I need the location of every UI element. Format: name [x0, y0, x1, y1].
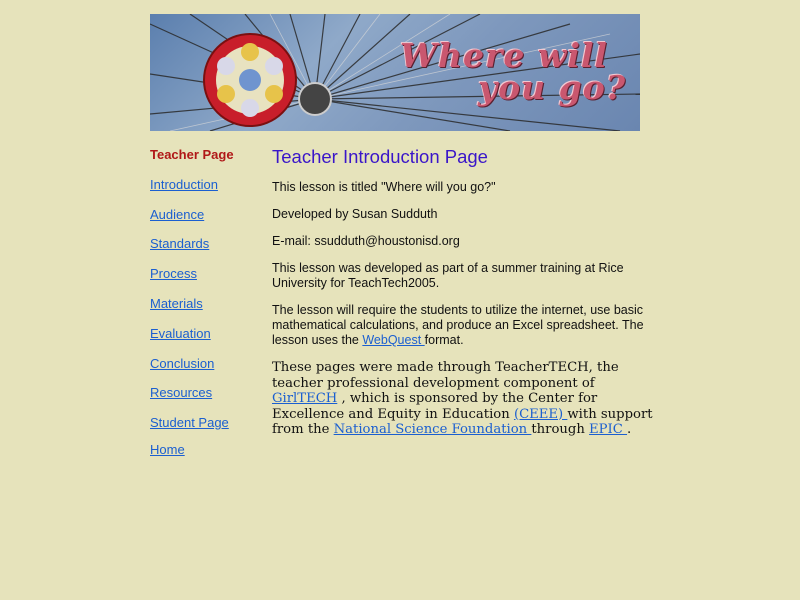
credit-text-3: with support from the [272, 406, 653, 437]
credit-text-2: , which is sponsored by the Center for Excellence and Equity in Education [272, 391, 598, 422]
requirements-paragraph [272, 303, 657, 348]
banner-title-line-2: you go? [478, 68, 627, 107]
credits-paragraph [272, 360, 657, 438]
nav-item-home[interactable]: Home [150, 441, 185, 457]
nav-item-standards[interactable]: Standards [150, 236, 210, 252]
nav-item-process[interactable]: Process [150, 266, 197, 282]
girltech-link[interactable]: GirlTECH [272, 391, 338, 406]
page-title: Teacher Introduction Page [272, 146, 488, 167]
nsf-link[interactable]: National Science Foundation [333, 422, 532, 437]
nav-item-evaluation[interactable]: Evaluation [150, 325, 211, 341]
banner-title-line-1: Where will [400, 36, 608, 75]
nav-item-introduction[interactable]: Introduction [150, 176, 218, 192]
lesson-title-text: This lesson is titled "Where will you go?" [272, 180, 496, 194]
webquest-link[interactable]: WebQuest [362, 333, 425, 347]
nav-item-resources[interactable]: Resources [150, 385, 213, 401]
ceee-link[interactable]: (CEEE) [513, 406, 568, 422]
epic-link[interactable]: EPIC [589, 422, 628, 437]
credit-text-5: . [627, 422, 632, 437]
credit-text-4: through [531, 422, 590, 437]
sidebar-nav [150, 146, 260, 471]
email-text: E-mail: ssudduth@houstonisd.org [272, 234, 460, 248]
credit-text-1: These pages were made through TeacherTECH, the teacher professional development component of [272, 360, 619, 391]
nav-item-conclusion[interactable]: Conclusion [150, 355, 215, 371]
nav-item-student-page[interactable]: Student Page [150, 415, 229, 431]
header-banner-image [150, 14, 640, 131]
training-text: This lesson was developed as part of a summer training at Rice University for TeachTech2005. [272, 261, 624, 290]
nav-item-teacher-page: Teacher Page [150, 147, 234, 162]
author-text: Developed by Susan Sudduth [272, 207, 438, 221]
requirements-text-end: format. [424, 333, 464, 347]
nav-item-audience[interactable]: Audience [150, 206, 205, 222]
nav-item-materials[interactable]: Materials [150, 295, 203, 311]
main-content [272, 146, 657, 438]
requirements-text: The lesson will require the students to utilize the internet, use basic mathematical calculations, and produce an Excel spreadsheet. The lesson uses the [272, 303, 644, 347]
